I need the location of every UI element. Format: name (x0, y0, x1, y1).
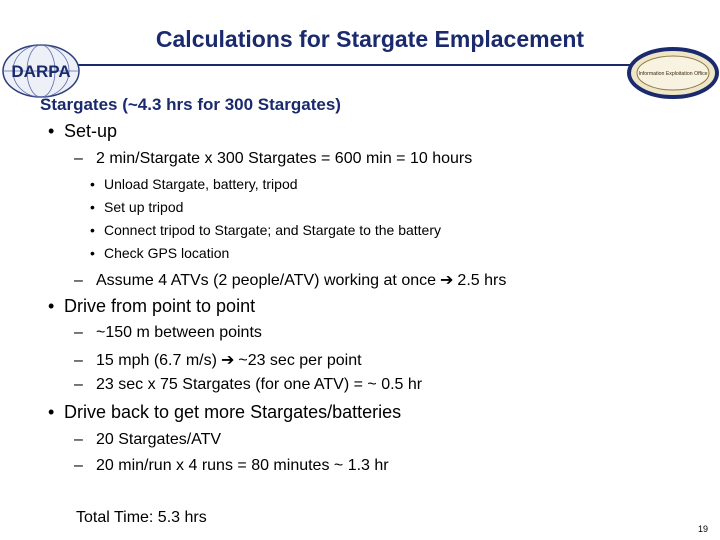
svg-text:Information Exploitation Offic: Information Exploitation Office (638, 71, 708, 77)
page-title: Calculations for Stargate Emplacement (155, 26, 585, 52)
setup-calculation: – 2 min/Stargate x 300 Stargates = 600 min = 10 hours (74, 150, 473, 167)
bullet-setup: • Set-up (48, 121, 118, 141)
drive-distance: – ~150 m between points (74, 324, 262, 341)
bullet-glyph: • (48, 402, 55, 422)
arrow-right-icon: ➔ (440, 272, 454, 289)
drive-total: – 23 sec x 75 Stargates (for one ATV) = ~ 0.5 hr (74, 376, 423, 393)
drive-speed: – 15 mph (6.7 m/s) ➔ ~23 sec per point (74, 352, 362, 369)
bullet-drive-back: • Drive back to get more Stargates/batteries (48, 402, 402, 422)
setup-step: • Unload Stargate, battery, tripod (90, 176, 298, 192)
section-heading: Stargates (~4.3 hrs for 300 Stargates) (40, 95, 341, 114)
bullet-glyph: • (48, 296, 55, 316)
driveback-per-atv: – 20 Stargates/ATV (74, 431, 222, 448)
bullet-glyph: • (48, 121, 55, 141)
setup-step: • Check GPS location (90, 245, 230, 261)
darpa-logo (0, 42, 82, 100)
information-exploitation-office-logo (626, 44, 720, 102)
arrow-right-icon: ➔ (220, 352, 235, 369)
setup-step: • Connect tripod to Stargate; and Stargate to the battery (90, 222, 441, 238)
total-time: Total Time: 5.3 hrs (76, 509, 207, 526)
driveback-runs: – 20 min/run x 4 runs = 80 minutes ~ 1.3 hr (74, 457, 389, 474)
page-number: 19 (697, 524, 708, 534)
bullet-drive: • Drive from point to point (48, 296, 256, 316)
setup-assumption: – Assume 4 ATVs (2 people/ATV) working at once ➔ 2.5 hrs (74, 272, 507, 289)
setup-step: • Set up tripod (90, 199, 184, 215)
svg-text:DARPA: DARPA (11, 62, 71, 81)
title-rule (78, 64, 638, 66)
